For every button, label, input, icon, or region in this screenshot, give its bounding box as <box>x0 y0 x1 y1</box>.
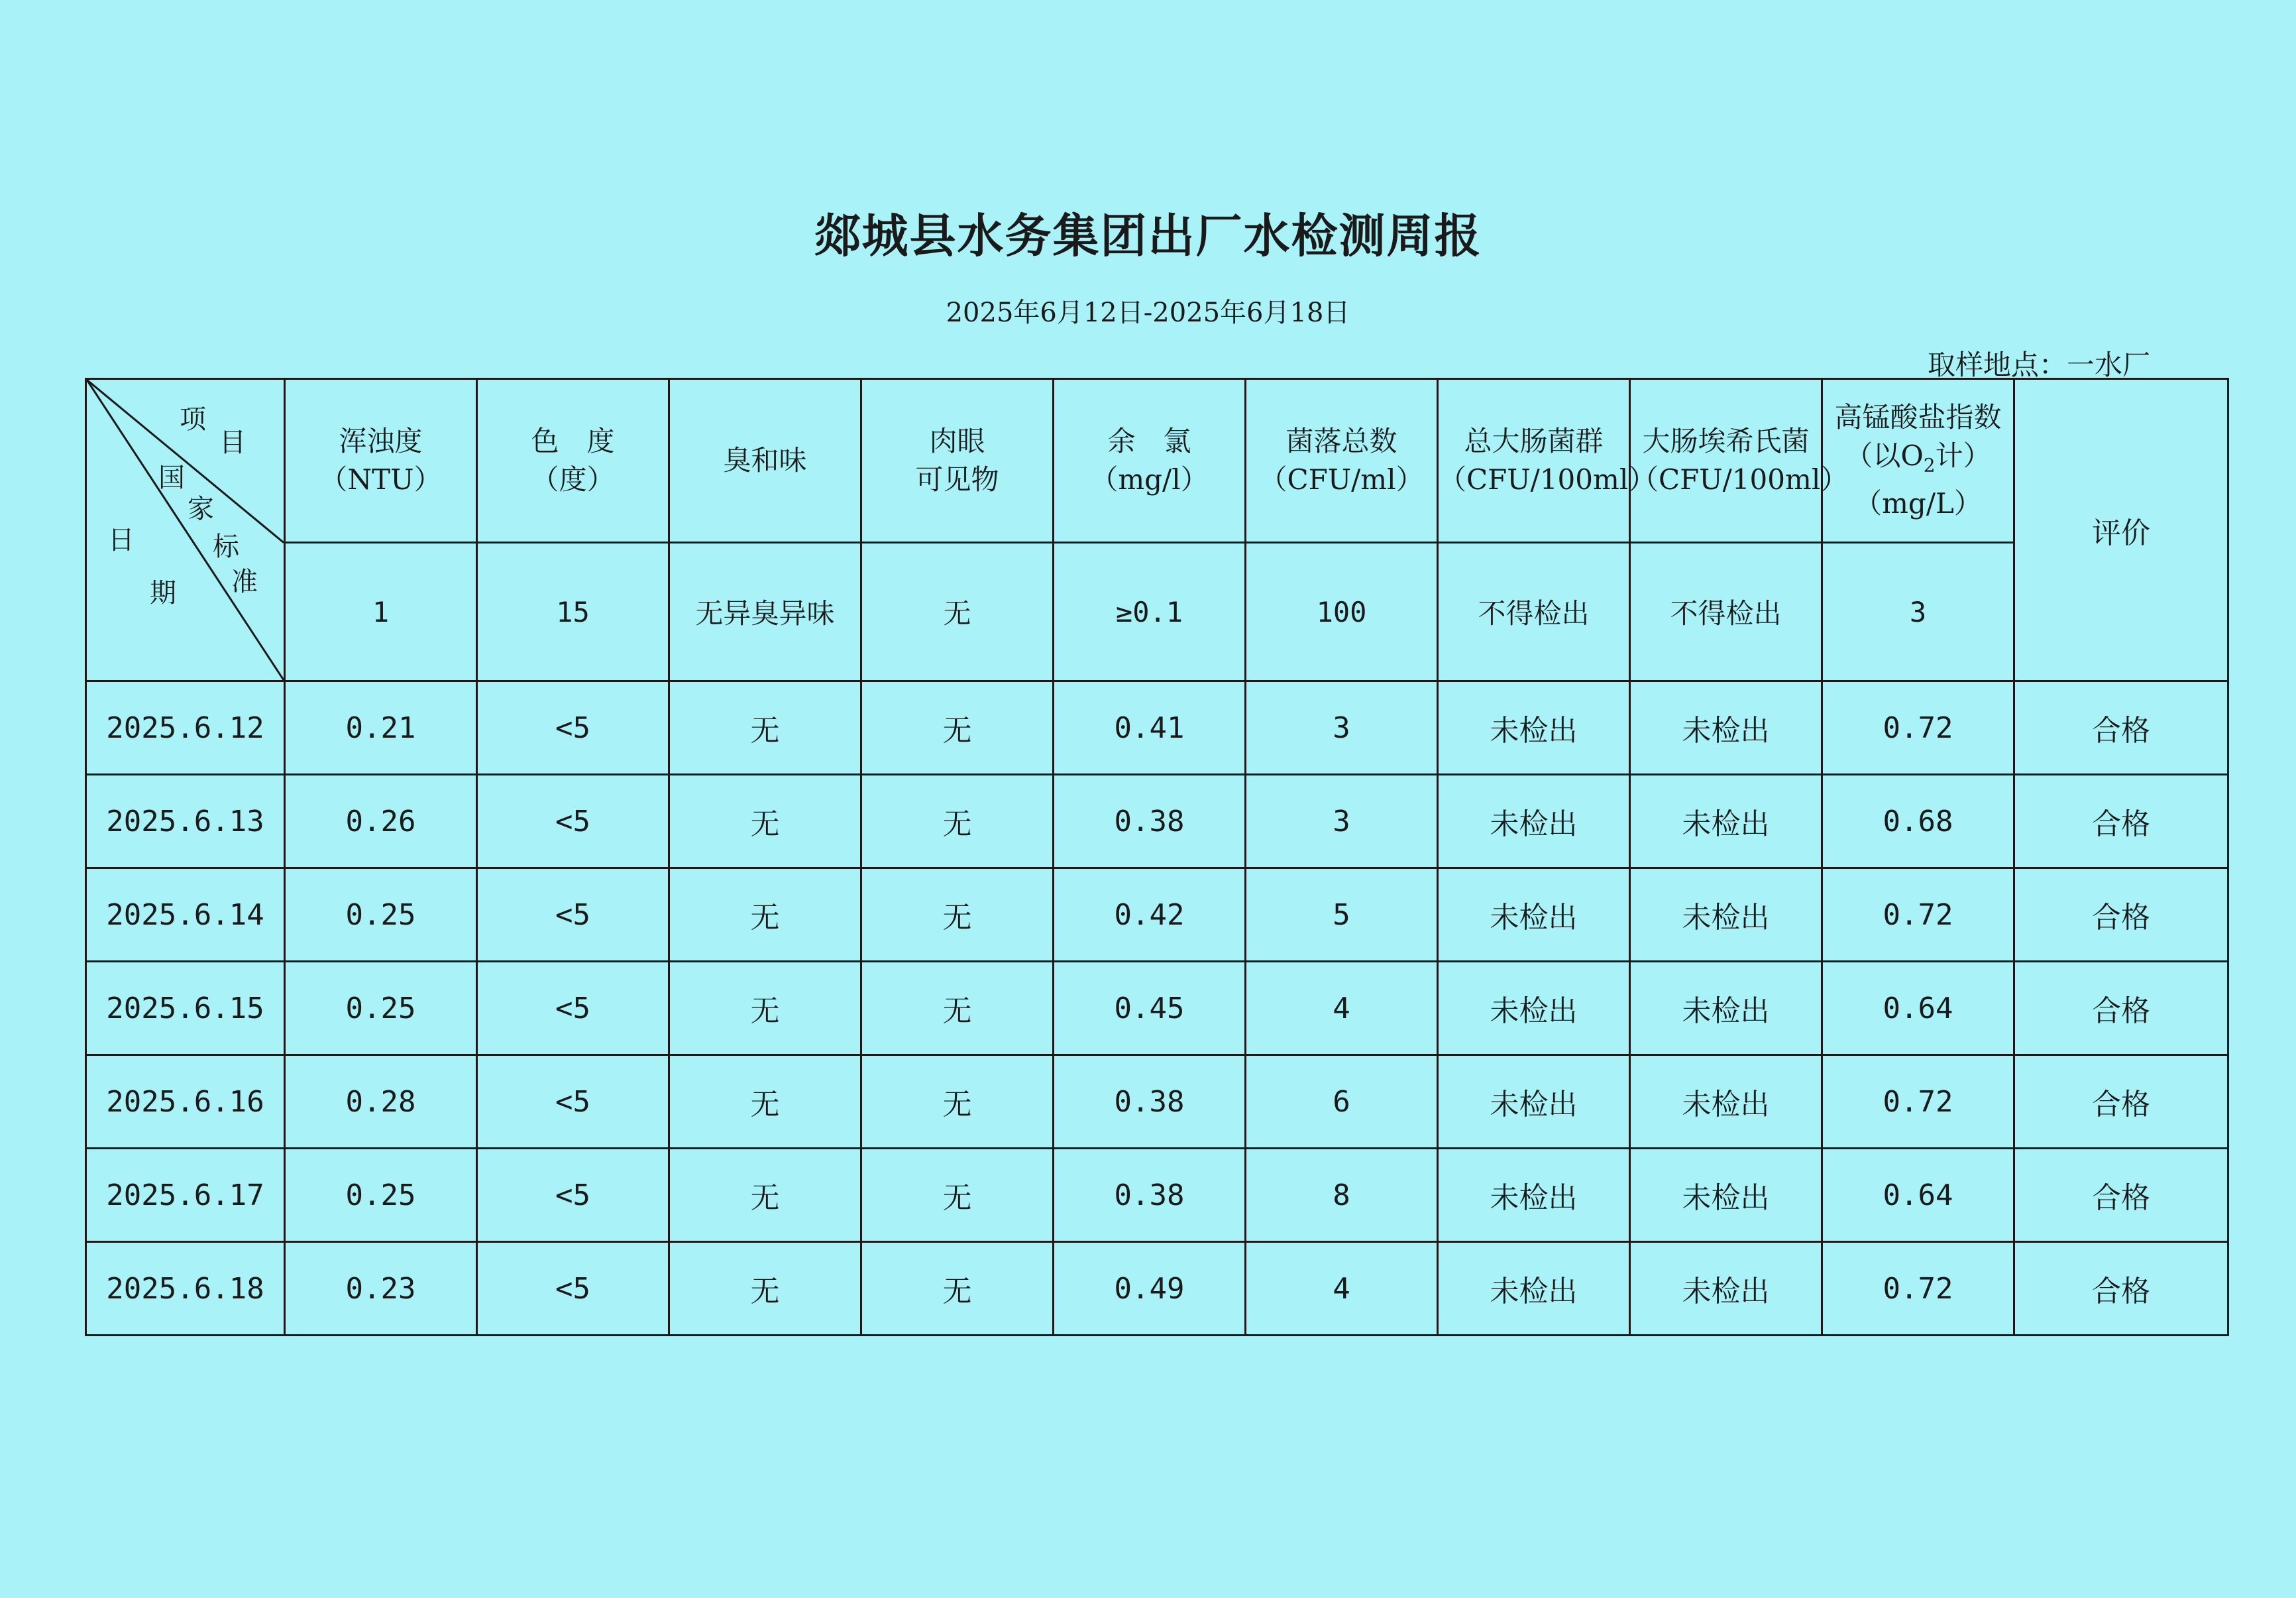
cell-turbidity: 0.21 <box>285 681 477 775</box>
cell-total-coliform: 未检出 <box>1438 962 1630 1055</box>
cell-visible-matter: 无 <box>861 962 1054 1055</box>
cell-total-coliform: 未检出 <box>1438 775 1630 868</box>
standard-color: 15 <box>477 543 669 681</box>
cell-color: <5 <box>477 962 669 1055</box>
cell-ecoli: 未检出 <box>1630 681 1822 775</box>
cell-visible-matter: 无 <box>861 1149 1054 1242</box>
standard-colony-count: 100 <box>1246 543 1438 681</box>
cell-turbidity: 0.25 <box>285 1149 477 1242</box>
cell-permanganate-index: 0.68 <box>1822 775 2014 868</box>
standard-residual-chlorine: ≥0.1 <box>1054 543 1246 681</box>
table-row <box>86 1242 2228 1336</box>
cell-odor: 无 <box>669 1055 861 1149</box>
cell-turbidity: 0.23 <box>285 1242 477 1336</box>
table-row <box>86 1055 2228 1149</box>
cell-total-coliform: 未检出 <box>1438 1055 1630 1149</box>
cell-permanganate-index: 0.72 <box>1822 681 2014 775</box>
header-colony-count: 菌落总数 （CFU/ml） <box>1246 379 1438 543</box>
cell-ecoli: 未检出 <box>1630 962 1822 1055</box>
cell-visible-matter: 无 <box>861 681 1054 775</box>
cell-ecoli: 未检出 <box>1630 868 1822 962</box>
report-period: 2025年6月12日-2025年6月18日 <box>946 298 1350 328</box>
header-total-coliform: 总大肠菌群 （CFU/100ml） <box>1438 379 1630 543</box>
cell-odor: 无 <box>669 1242 861 1336</box>
header-turbidity: 浑浊度 （NTU） <box>285 379 477 543</box>
cell-evaluation: 合格 <box>2014 1055 2228 1149</box>
cell-date: 2025.6.13 <box>86 775 285 868</box>
cell-residual-chlorine: 0.41 <box>1054 681 1246 775</box>
standard-turbidity: 1 <box>285 543 477 681</box>
header-color: 色 度 （度） <box>477 379 669 543</box>
cell-colony-count: 3 <box>1246 681 1438 775</box>
cell-evaluation: 合格 <box>2014 681 2228 775</box>
cell-color: <5 <box>477 1149 669 1242</box>
standard-odor: 无异臭异味 <box>669 543 861 681</box>
cell-evaluation: 合格 <box>2014 868 2228 962</box>
standard-visible-matter: 无 <box>861 543 1054 681</box>
cell-ecoli: 未检出 <box>1630 1149 1822 1242</box>
cell-colony-count: 4 <box>1246 1242 1438 1336</box>
cell-color: <5 <box>477 1055 669 1149</box>
header-odor: 臭和味 <box>669 379 861 543</box>
corner-label-standard-2: 家 <box>188 494 214 524</box>
cell-turbidity: 0.25 <box>285 868 477 962</box>
cell-visible-matter: 无 <box>861 868 1054 962</box>
cell-residual-chlorine: 0.42 <box>1054 868 1246 962</box>
table-row <box>86 681 2228 775</box>
cell-date: 2025.6.15 <box>86 962 285 1055</box>
cell-date: 2025.6.16 <box>86 1055 285 1149</box>
cell-odor: 无 <box>669 775 861 868</box>
cell-color: <5 <box>477 775 669 868</box>
cell-evaluation: 合格 <box>2014 962 2228 1055</box>
cell-residual-chlorine: 0.49 <box>1054 1242 1246 1336</box>
corner-label-standard-4: 准 <box>231 567 258 597</box>
standard-ecoli: 不得检出 <box>1630 543 1822 681</box>
cell-odor: 无 <box>669 868 861 962</box>
table-row <box>86 775 2228 868</box>
sampling-location: 取样地点：一水厂 <box>1927 349 2150 381</box>
header-evaluation: 评价 <box>2014 379 2228 681</box>
cell-evaluation: 合格 <box>2014 1242 2228 1336</box>
cell-date: 2025.6.12 <box>86 681 285 775</box>
cell-color: <5 <box>477 1242 669 1336</box>
cell-colony-count: 6 <box>1246 1055 1438 1149</box>
header-permanganate-index: 高锰酸盐指数 （以$O_2$计） （mg/L） <box>1822 379 2014 543</box>
cell-odor: 无 <box>669 1149 861 1242</box>
cell-permanganate-index: 0.64 <box>1822 1149 2014 1242</box>
standard-total-coliform: 不得检出 <box>1438 543 1630 681</box>
cell-visible-matter: 无 <box>861 1242 1054 1336</box>
cell-ecoli: 未检出 <box>1630 775 1822 868</box>
cell-permanganate-index: 0.72 <box>1822 1055 2014 1149</box>
header-residual-chlorine: 余 氯 （mg/l） <box>1054 379 1246 543</box>
corner-diagonal-cell <box>86 379 285 681</box>
cell-colony-count: 3 <box>1246 775 1438 868</box>
corner-label-date-1: 日 <box>108 525 135 555</box>
cell-date: 2025.6.17 <box>86 1149 285 1242</box>
cell-total-coliform: 未检出 <box>1438 681 1630 775</box>
cell-total-coliform: 未检出 <box>1438 1242 1630 1336</box>
corner-label-standard-3: 标 <box>213 532 239 562</box>
cell-evaluation: 合格 <box>2014 775 2228 868</box>
standard-permanganate-index: 3 <box>1822 543 2014 681</box>
corner-label-item-2: 目 <box>219 428 246 458</box>
table-row <box>86 868 2228 962</box>
cell-turbidity: 0.28 <box>285 1055 477 1149</box>
cell-date: 2025.6.18 <box>86 1242 285 1336</box>
cell-colony-count: 8 <box>1246 1149 1438 1242</box>
corner-label-standard-1: 国 <box>158 463 185 493</box>
cell-total-coliform: 未检出 <box>1438 1149 1630 1242</box>
cell-odor: 无 <box>669 962 861 1055</box>
cell-colony-count: 4 <box>1246 962 1438 1055</box>
cell-colony-count: 5 <box>1246 868 1438 962</box>
table-row <box>86 962 2228 1055</box>
corner-label-date-2: 期 <box>150 578 176 608</box>
cell-permanganate-index: 0.72 <box>1822 1242 2014 1336</box>
table-row <box>86 1149 2228 1242</box>
cell-visible-matter: 无 <box>861 1055 1054 1149</box>
cell-residual-chlorine: 0.45 <box>1054 962 1246 1055</box>
cell-ecoli: 未检出 <box>1630 1242 1822 1336</box>
corner-label-item-1: 项 <box>180 404 206 435</box>
cell-visible-matter: 无 <box>861 775 1054 868</box>
cell-residual-chlorine: 0.38 <box>1054 1149 1246 1242</box>
cell-color: <5 <box>477 681 669 775</box>
cell-evaluation: 合格 <box>2014 1149 2228 1242</box>
cell-ecoli: 未检出 <box>1630 1055 1822 1149</box>
cell-permanganate-index: 0.72 <box>1822 868 2014 962</box>
header-row <box>86 379 2228 543</box>
cell-residual-chlorine: 0.38 <box>1054 775 1246 868</box>
cell-date: 2025.6.14 <box>86 868 285 962</box>
cell-odor: 无 <box>669 681 861 775</box>
cell-residual-chlorine: 0.38 <box>1054 1055 1246 1149</box>
cell-color: <5 <box>477 868 669 962</box>
cell-turbidity: 0.26 <box>285 775 477 868</box>
cell-turbidity: 0.25 <box>285 962 477 1055</box>
water-quality-table <box>85 378 2229 1336</box>
header-visible-matter: 肉眼 可见物 <box>861 379 1054 543</box>
report-title: 郯城县水务集团出厂水检测周报 <box>814 208 1482 263</box>
cell-total-coliform: 未检出 <box>1438 868 1630 962</box>
standards-row <box>86 543 2228 681</box>
cell-permanganate-index: 0.64 <box>1822 962 2014 1055</box>
header-ecoli: 大肠埃希氏菌 （CFU/100ml） <box>1630 379 1822 543</box>
